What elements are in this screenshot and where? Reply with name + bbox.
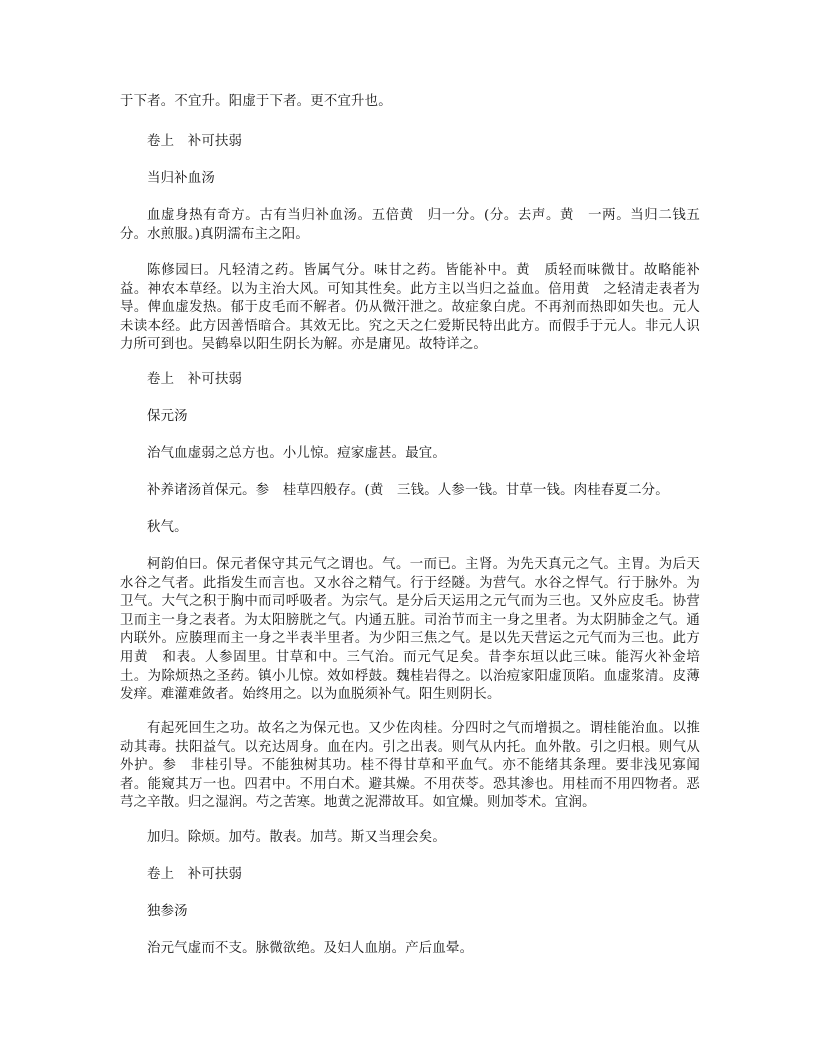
formula-title: 独参汤 (147, 904, 188, 919)
text-line-continuation: 于下者。不宜升。阳虚于下者。更不宜升也。 (120, 94, 392, 109)
commentary-paragraph: 柯韵伯曰。保元者保守其元气之谓也。气。一而已。主肾。为先天真元之气。主胃。为后天水谷之气者。此指发生而言也。又水谷之精气。行于经隧。为营气。水谷之悍气。行于脉外。为卫气。大气之积于胸中而司呼吸者。为宗气。是分后天运用之元气而为三也。又外应皮毛。协营卫而主一身之表者。为太阳膀胱之气。内通五脏。司治节而主一身之里者。为太阴肺金之气。通内联外。应腠理而主一身之半表半里者。为少阳三焦之气。是以先天营运之元气而为三也。此方用黄 和表。人参固里。甘草和中。三气治。而元气足矣。昔李东垣以此三味。能泻火补金培土。为除烦热之圣药。镇小儿惊。效如桴鼓。魏桂岩得之。以治痘家阳虚顶陷。血虚浆清。皮薄发痒。难灌难敛者。始终用之。以为血脱须补气。阳生则阴长。 (120, 557, 700, 703)
commentary-paragraph: 陈修园曰。凡轻清之药。皆属气分。味甘之药。皆能补中。黄 质轻而味微甘。故略能补益。神农本草经。以为主治大风。可知其性矣。此方主以当归之益血。倍用黄 之轻清走表者为导。俾血虚发热。郁于皮毛而不解者。仍从微汗泄之。故症象白虎。不再剂而热即如失也。元人未读本经。此方因善悟暗合。其效无比。究之天之仁爱斯民特出此方。而假手于元人。非元人识力所可到也。吴鹤皋以阳生阴长为解。亦是庸见。故特详之。 (120, 263, 700, 353)
section-heading: 卷上 补可扶弱 (147, 134, 243, 149)
section-heading: 卷上 补可扶弱 (147, 372, 243, 387)
formula-verse: 血虚身热有奇方。古有当归补血汤。五倍黄 归一分。(分。去声。黄 一两。当归二钱五分。水煎服。)真阴濡布主之阳。 (120, 208, 700, 242)
indication-line: 治气血虚弱之总方也。小儿惊。痘家虚甚。最宜。 (147, 446, 446, 461)
formula-title: 当归补血汤 (147, 171, 215, 186)
modification-line: 加归。除烦。加芍。散表。加芎。斯又当理会矣。 (147, 830, 446, 845)
commentary-paragraph: 有起死回生之功。故名之为保元也。又少佐肉桂。分四时之气而增损之。谓桂能治血。以推动其毒。扶阳益气。以充达周身。血在内。引之出表。则气从内托。血外散。引之归根。则气从外护。参 非桂引导。不能独树其功。桂不得甘草和平血气。亦不能绪其条理。要非浅见寡闻者。能窥其万一也。四君中。不用白术。避其燥。不用茯苓。恐其渗也。用桂而不用四物者。恶芎之辛散。归之湿润。芍之苦寒。地黄之泥滞故耳。如宜燥。则加苓术。宜润。 (120, 721, 700, 811)
formula-verse: 补养诸汤首保元。参 桂草四般存。(黄 三钱。人参一钱。甘草一钱。肉桂春夏二分。 (147, 483, 669, 498)
formula-verse-continuation: 秋气。 (147, 520, 188, 535)
section-heading: 卷上 补可扶弱 (147, 867, 243, 882)
indication-line: 治元气虚而不支。脉微欲绝。及妇人血崩。产后血晕。 (147, 941, 474, 956)
formula-title: 保元汤 (147, 409, 188, 424)
